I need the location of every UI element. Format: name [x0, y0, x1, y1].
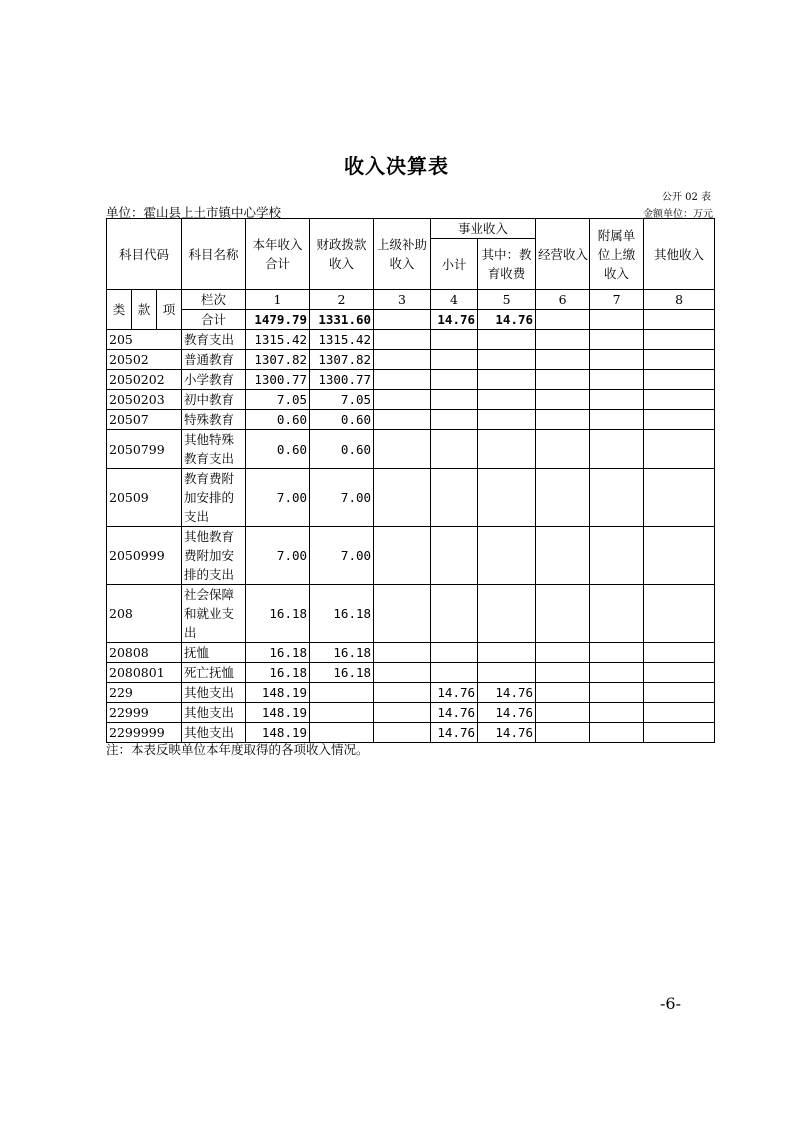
other-income-cell: [644, 723, 715, 743]
career-subtotal-cell: [431, 390, 478, 410]
subsidy-income-cell: [374, 330, 431, 350]
business-income-cell: [536, 723, 590, 743]
subsidy-income-cell: [374, 703, 431, 723]
table-row: [107, 527, 715, 585]
career-subtotal-cell: [431, 469, 478, 527]
fiscal-income-cell: 16.18: [310, 643, 374, 663]
total-row: [107, 310, 715, 330]
header-career-income: 事业收入: [431, 219, 536, 239]
fiscal-income-cell: 1315.42: [310, 330, 374, 350]
table-row: [107, 410, 715, 430]
edu-fee-cell: 14.76: [478, 723, 536, 743]
table-row: [107, 703, 715, 723]
affiliate-income-cell: [590, 527, 644, 585]
subject-name-cell: 社会保障和就业支出: [182, 585, 246, 643]
total-business-cell: [536, 310, 590, 330]
table-row: [107, 350, 715, 370]
column-number: 2: [310, 290, 374, 310]
subject-code-cell: 22999: [107, 703, 182, 723]
header-business-income: 经营收入: [536, 219, 590, 290]
total-income-cell: 16.18: [246, 585, 310, 643]
fiscal-income-cell: 7.05: [310, 390, 374, 410]
career-subtotal-cell: [431, 370, 478, 390]
career-subtotal-cell: [431, 643, 478, 663]
subject-name-cell: 其他支出: [182, 683, 246, 703]
fiscal-income-cell: [310, 703, 374, 723]
subject-name-cell: 普通教育: [182, 350, 246, 370]
column-number: 7: [590, 290, 644, 310]
report-title: 收入决算表: [344, 154, 449, 178]
fiscal-income-cell: 7.00: [310, 469, 374, 527]
column-number: 1: [246, 290, 310, 310]
subject-code-cell: 20509: [107, 469, 182, 527]
subsidy-income-cell: [374, 527, 431, 585]
subsidy-income-cell: [374, 723, 431, 743]
business-income-cell: [536, 527, 590, 585]
total-income-cell: 0.60: [246, 410, 310, 430]
subject-code-cell: 2050799: [107, 430, 182, 469]
total-income-cell: 7.05: [246, 390, 310, 410]
column-number: 4: [431, 290, 478, 310]
career-subtotal-cell: [431, 350, 478, 370]
other-income-cell: [644, 643, 715, 663]
table-row: [107, 370, 715, 390]
subject-name-cell: 其他支出: [182, 723, 246, 743]
total-income-cell: 1315.42: [246, 330, 310, 350]
fiscal-income-cell: 16.18: [310, 663, 374, 683]
table-row: [107, 585, 715, 643]
fiscal-income-cell: 1307.82: [310, 350, 374, 370]
fiscal-income-cell: [310, 683, 374, 703]
header-affiliate-income: 附属单位上缴收入: [590, 219, 644, 290]
header-subject-code: 科目代码: [107, 219, 182, 290]
edu-fee-cell: [478, 350, 536, 370]
table-row: [107, 663, 715, 683]
subsidy-income-cell: [374, 683, 431, 703]
business-income-cell: [536, 330, 590, 350]
subject-name-cell: 死亡抚恤: [182, 663, 246, 683]
other-income-cell: [644, 430, 715, 469]
fiscal-income-cell: 0.60: [310, 410, 374, 430]
subsidy-income-cell: [374, 643, 431, 663]
fiscal-income-cell: 16.18: [310, 585, 374, 643]
fiscal-income-cell: 0.60: [310, 430, 374, 469]
header-subtotal: 小计: [431, 239, 478, 290]
total-income-cell: 7.00: [246, 527, 310, 585]
column-number: 6: [536, 290, 590, 310]
column-number: 8: [644, 290, 715, 310]
other-income-cell: [644, 663, 715, 683]
header-total-income: 本年收入合计: [246, 219, 310, 290]
business-income-cell: [536, 370, 590, 390]
form-number: 公开 02 表: [661, 192, 711, 203]
business-income-cell: [536, 663, 590, 683]
table-row: [107, 330, 715, 350]
table-row: [107, 643, 715, 663]
subsidy-income-cell: [374, 585, 431, 643]
edu-fee-cell: [478, 643, 536, 663]
affiliate-income-cell: [590, 330, 644, 350]
career-subtotal-cell: [431, 585, 478, 643]
business-income-cell: [536, 430, 590, 469]
career-subtotal-cell: 14.76: [431, 683, 478, 703]
affiliate-income-cell: [590, 683, 644, 703]
edu-fee-cell: [478, 469, 536, 527]
header-lei: 类: [107, 290, 132, 330]
affiliate-income-cell: [590, 390, 644, 410]
total-income-cell: 0.60: [246, 430, 310, 469]
other-income-cell: [644, 390, 715, 410]
edu-fee-cell: [478, 370, 536, 390]
total-income-cell: 1307.82: [246, 350, 310, 370]
total-income-cell: 148.19: [246, 703, 310, 723]
column-number: 3: [374, 290, 431, 310]
table-note: 注：本表反映单位本年度取得的各项收入情况。: [106, 742, 369, 757]
career-subtotal-cell: [431, 330, 478, 350]
subsidy-income-cell: [374, 663, 431, 683]
affiliate-income-cell: [590, 585, 644, 643]
column-number: 5: [478, 290, 536, 310]
other-income-cell: [644, 410, 715, 430]
business-income-cell: [536, 469, 590, 527]
edu-fee-cell: 14.76: [478, 703, 536, 723]
subject-code-cell: 208: [107, 585, 182, 643]
total-subsidy-cell: [374, 310, 431, 330]
business-income-cell: [536, 643, 590, 663]
edu-fee-cell: [478, 663, 536, 683]
affiliate-income-cell: [590, 723, 644, 743]
affiliate-income-cell: [590, 430, 644, 469]
other-income-cell: [644, 370, 715, 390]
other-income-cell: [644, 350, 715, 370]
affiliate-income-cell: [590, 469, 644, 527]
subject-name-cell: 初中教育: [182, 390, 246, 410]
subject-name-cell: 抚恤: [182, 643, 246, 663]
table-row: [107, 683, 715, 703]
subject-code-cell: 20808: [107, 643, 182, 663]
subsidy-income-cell: [374, 469, 431, 527]
fiscal-income-cell: 7.00: [310, 527, 374, 585]
business-income-cell: [536, 410, 590, 430]
subject-code-cell: 205: [107, 330, 182, 350]
money-unit-label: 金额单位：万元: [643, 209, 713, 220]
header-xiang: 项: [157, 290, 182, 330]
subsidy-income-cell: [374, 430, 431, 469]
subsidy-income-cell: [374, 390, 431, 410]
subject-name-cell: 教育支出: [182, 330, 246, 350]
affiliate-income-cell: [590, 703, 644, 723]
header-other-income: 其他收入: [644, 219, 715, 290]
edu-fee-cell: 14.76: [478, 683, 536, 703]
business-income-cell: [536, 703, 590, 723]
subsidy-income-cell: [374, 370, 431, 390]
edu-fee-cell: [478, 410, 536, 430]
subject-name-cell: 其他教育费附加安排的支出: [182, 527, 246, 585]
business-income-cell: [536, 683, 590, 703]
fiscal-income-cell: 1300.77: [310, 370, 374, 390]
total-subtotal-cell: 14.76: [431, 310, 478, 330]
table-row: [107, 430, 715, 469]
career-subtotal-cell: [431, 663, 478, 683]
reporting-unit: 单位：霍山县上土市镇中心学校: [106, 205, 282, 220]
total-income-cell: 1300.77: [246, 370, 310, 390]
header-column-no: 栏次: [182, 290, 246, 310]
affiliate-income-cell: [590, 350, 644, 370]
career-subtotal-cell: [431, 410, 478, 430]
subject-name-cell: 其他特殊教育支出: [182, 430, 246, 469]
edu-fee-cell: [478, 330, 536, 350]
edu-fee-cell: [478, 527, 536, 585]
total-of-which-cell: 14.76: [478, 310, 536, 330]
subject-code-cell: 20502: [107, 350, 182, 370]
affiliate-income-cell: [590, 663, 644, 683]
career-subtotal-cell: [431, 527, 478, 585]
table-row: [107, 390, 715, 410]
other-income-cell: [644, 330, 715, 350]
subject-name-cell: 教育费附加安排的支出: [182, 469, 246, 527]
page-number: -6-: [660, 994, 681, 1013]
header-subsidy-income: 上级补助收入: [374, 219, 431, 290]
total-income-cell: 7.00: [246, 469, 310, 527]
business-income-cell: [536, 390, 590, 410]
affiliate-income-cell: [590, 643, 644, 663]
career-subtotal-cell: [431, 430, 478, 469]
affiliate-income-cell: [590, 410, 644, 430]
subsidy-income-cell: [374, 350, 431, 370]
subject-code-cell: 20507: [107, 410, 182, 430]
other-income-cell: [644, 469, 715, 527]
total-income-cell: 16.18: [246, 663, 310, 683]
income-table: [106, 218, 715, 743]
total-other-cell: [644, 310, 715, 330]
career-subtotal-cell: 14.76: [431, 723, 478, 743]
subject-code-cell: 229: [107, 683, 182, 703]
subsidy-income-cell: [374, 410, 431, 430]
business-income-cell: [536, 585, 590, 643]
total-income-cell: 1479.79: [246, 310, 310, 330]
total-income-cell: 148.19: [246, 683, 310, 703]
total-label: 合计: [182, 310, 246, 330]
edu-fee-cell: [478, 430, 536, 469]
subject-code-cell: 2299999: [107, 723, 182, 743]
header-fiscal-income: 财政拨款收入: [310, 219, 374, 290]
subject-code-cell: 2080801: [107, 663, 182, 683]
total-affiliate-cell: [590, 310, 644, 330]
other-income-cell: [644, 683, 715, 703]
subject-code-cell: 2050202: [107, 370, 182, 390]
header-of-which-edu-fee: 其中：教育收费: [478, 239, 536, 290]
table-row: [107, 469, 715, 527]
subject-name-cell: 小学教育: [182, 370, 246, 390]
total-income-cell: 16.18: [246, 643, 310, 663]
total-fiscal-cell: 1331.60: [310, 310, 374, 330]
edu-fee-cell: [478, 585, 536, 643]
header-kuan: 款: [132, 290, 157, 330]
other-income-cell: [644, 527, 715, 585]
subject-code-cell: 2050203: [107, 390, 182, 410]
subject-name-cell: 特殊教育: [182, 410, 246, 430]
total-income-cell: 148.19: [246, 723, 310, 743]
career-subtotal-cell: 14.76: [431, 703, 478, 723]
affiliate-income-cell: [590, 370, 644, 390]
subject-code-cell: 2050999: [107, 527, 182, 585]
other-income-cell: [644, 585, 715, 643]
edu-fee-cell: [478, 390, 536, 410]
other-income-cell: [644, 703, 715, 723]
header-subject-name: 科目名称: [182, 219, 246, 290]
subject-name-cell: 其他支出: [182, 703, 246, 723]
business-income-cell: [536, 350, 590, 370]
